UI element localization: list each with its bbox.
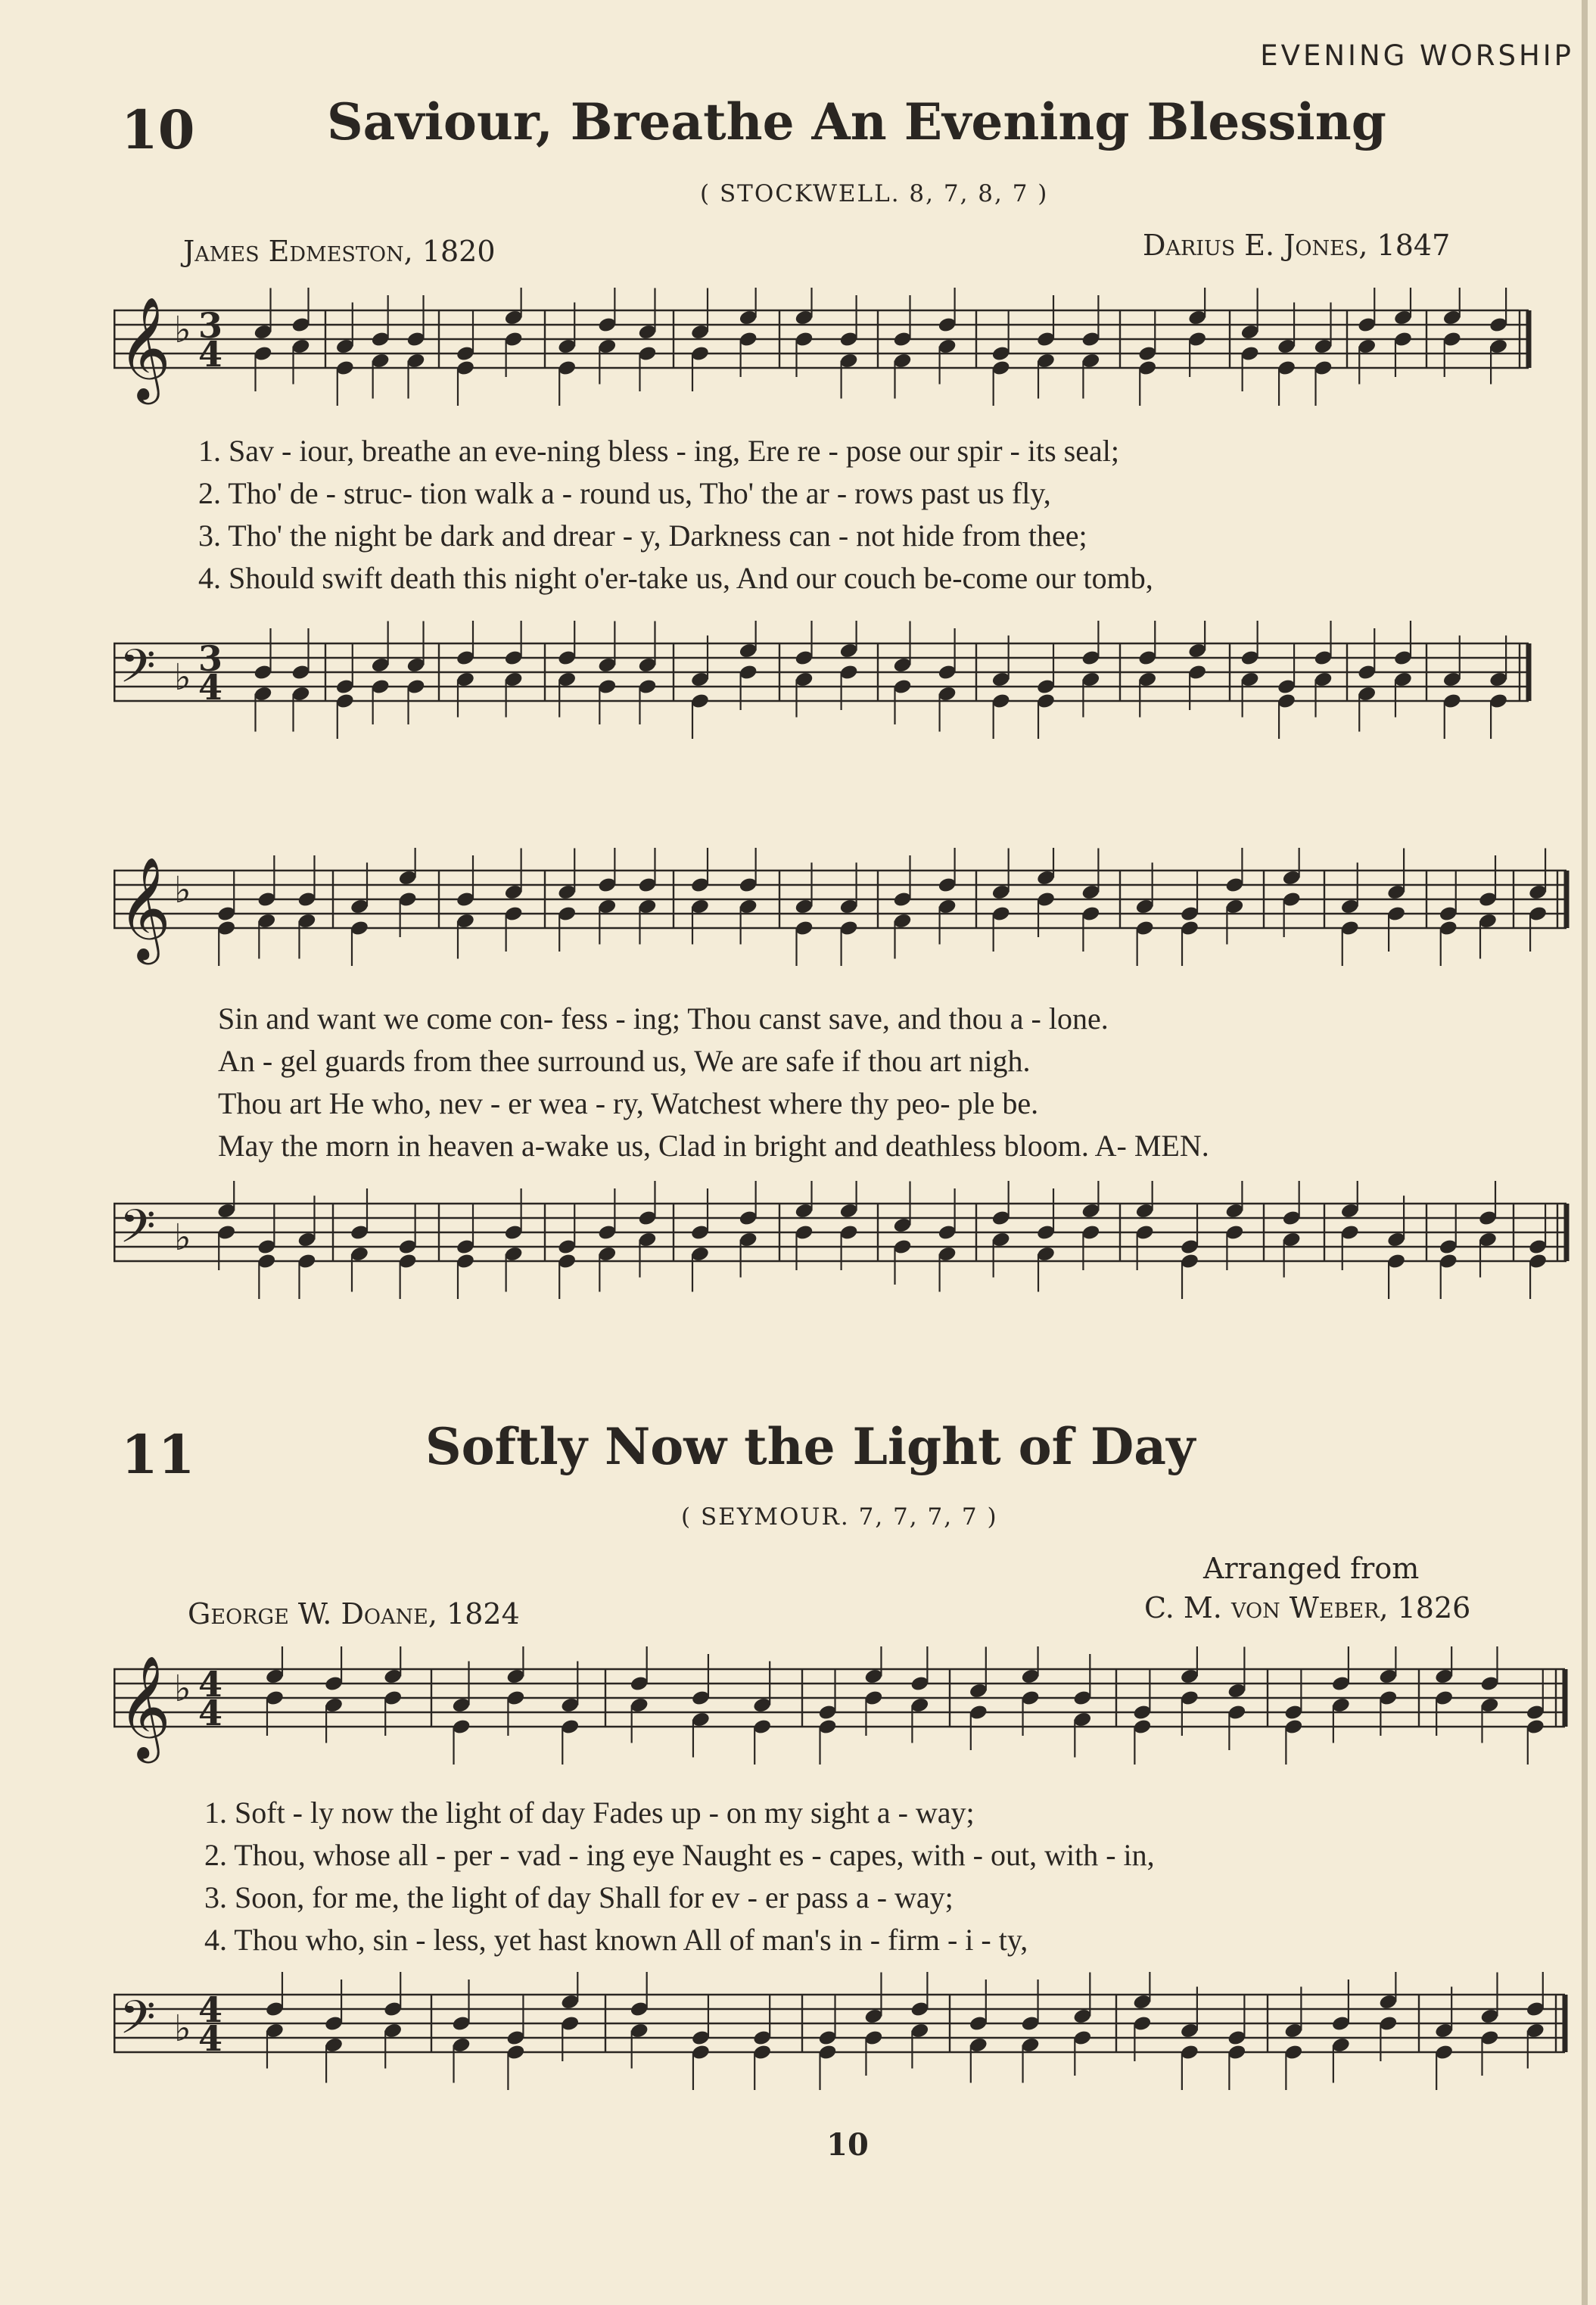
lyric-line: 2. Thou, whose all - per - vad - ing eye Naught es - capes, with - out, with - in, <box>204 1838 1155 1872</box>
time-signature-icon: 4 <box>198 1989 223 2030</box>
lyric-line: 4. Thou who, sin - less, yet hast known All of man's in - firm - i - ty, <box>204 1923 1028 1957</box>
bass-clef-icon: 𝄢 <box>120 1200 156 1265</box>
hymn-number: 10 <box>121 98 195 161</box>
staff <box>114 621 1529 739</box>
time-signature-icon: 3 <box>198 638 223 679</box>
bass-clef-icon: 𝄢 <box>120 1991 156 2056</box>
staff <box>114 1181 1566 1299</box>
music-credit-arranged: Arranged from <box>1203 1552 1420 1585</box>
flat-icon: ♭ <box>174 1667 191 1710</box>
flat-icon: ♭ <box>174 1216 191 1259</box>
page-number: 10 <box>826 2127 869 2163</box>
lyric-line: 3. Tho' the night be dark and drear - y, Darkness can - not hide from thee; <box>198 519 1087 553</box>
verse-lyrics <box>198 430 1153 600</box>
treble-clef-icon: 𝄞 <box>118 295 171 400</box>
flat-icon: ♭ <box>174 656 191 699</box>
bass-staff-system <box>114 621 1570 757</box>
lyric-line: Thou art He who, nev - er wea - ry, Watchest where thy peo- ple be. <box>218 1086 1039 1120</box>
lyric-line: Sin and want we come con- fess - ing; Thou canst save, and thou a - lone. <box>218 1001 1109 1036</box>
lyric-line: 3. Soon, for me, the light of day Shall for ev - er pass a - way; <box>204 1880 954 1914</box>
music-credit: C. M. von Weber, 1826 <box>1144 1591 1471 1624</box>
tune-name: ( STOCKWELL. 8, 7, 8, 7 ) <box>700 180 1049 207</box>
treble-staff-system <box>114 848 1570 984</box>
section-header: EVENING WORSHIP <box>1260 39 1574 72</box>
lyric-line: 1. Sav - iour, breathe an eve-ning bless - ing, Ere re - pose our spir - its seal; <box>198 434 1119 468</box>
treble-clef-icon: 𝄞 <box>118 855 171 960</box>
treble-staff-system <box>114 288 1570 424</box>
time-signature-icon: 3 <box>198 305 223 346</box>
time-signature-icon: 4 <box>198 1664 223 1705</box>
treble-clef-icon: 𝄞 <box>118 1654 171 1758</box>
staff <box>114 1646 1565 1765</box>
verse-lyrics <box>204 1792 1155 1961</box>
flat-icon: ♭ <box>174 2007 191 2050</box>
staff <box>114 1972 1565 2090</box>
bass-clef-icon: 𝄢 <box>120 640 156 705</box>
hymn-title: Softly Now the Light of Day <box>425 1417 1196 1476</box>
words-credit: George W. Doane, 1824 <box>188 1597 520 1631</box>
lyric-line: May the morn in heaven a-wake us, Clad in bright and deathless bloom. A- MEN. <box>218 1129 1209 1163</box>
lyric-line: 2. Tho' de - struc- tion walk a - round us, Tho' the ar - rows past us fly, <box>198 476 1051 510</box>
bass-staff-system <box>114 1972 1570 2108</box>
time-signature-icon: 4 <box>198 2018 223 2059</box>
hymn-title: Saviour, Breathe An Evening Blessing <box>327 92 1386 151</box>
hymn-number: 11 <box>121 1423 195 1486</box>
tune-name: ( SEYMOUR. 7, 7, 7, 7 ) <box>681 1503 998 1531</box>
bass-staff-system <box>114 1181 1570 1317</box>
lyric-line: 4. Should swift death this night o'er-take us, And our couch be-come our tomb, <box>198 561 1153 595</box>
page-edge <box>1582 0 1588 2305</box>
staff <box>114 288 1529 406</box>
verse-lyrics <box>218 998 1209 1167</box>
time-signature-icon: 4 <box>198 667 223 708</box>
flat-icon: ♭ <box>174 868 191 911</box>
lyric-line: 1. Soft - ly now the light of day Fades up - on my sight a - way; <box>204 1796 975 1830</box>
time-signature-icon: 4 <box>198 1693 223 1733</box>
treble-staff-system <box>114 1646 1570 1783</box>
time-signature-icon: 4 <box>198 334 223 375</box>
music-credit: Darius E. Jones, 1847 <box>1143 229 1451 262</box>
words-credit: James Edmeston, 1820 <box>183 235 496 268</box>
staff <box>114 848 1566 966</box>
flat-icon: ♭ <box>174 308 191 351</box>
lyric-line: An - gel guards from thee surround us, We are safe if thou art nigh. <box>218 1044 1031 1078</box>
